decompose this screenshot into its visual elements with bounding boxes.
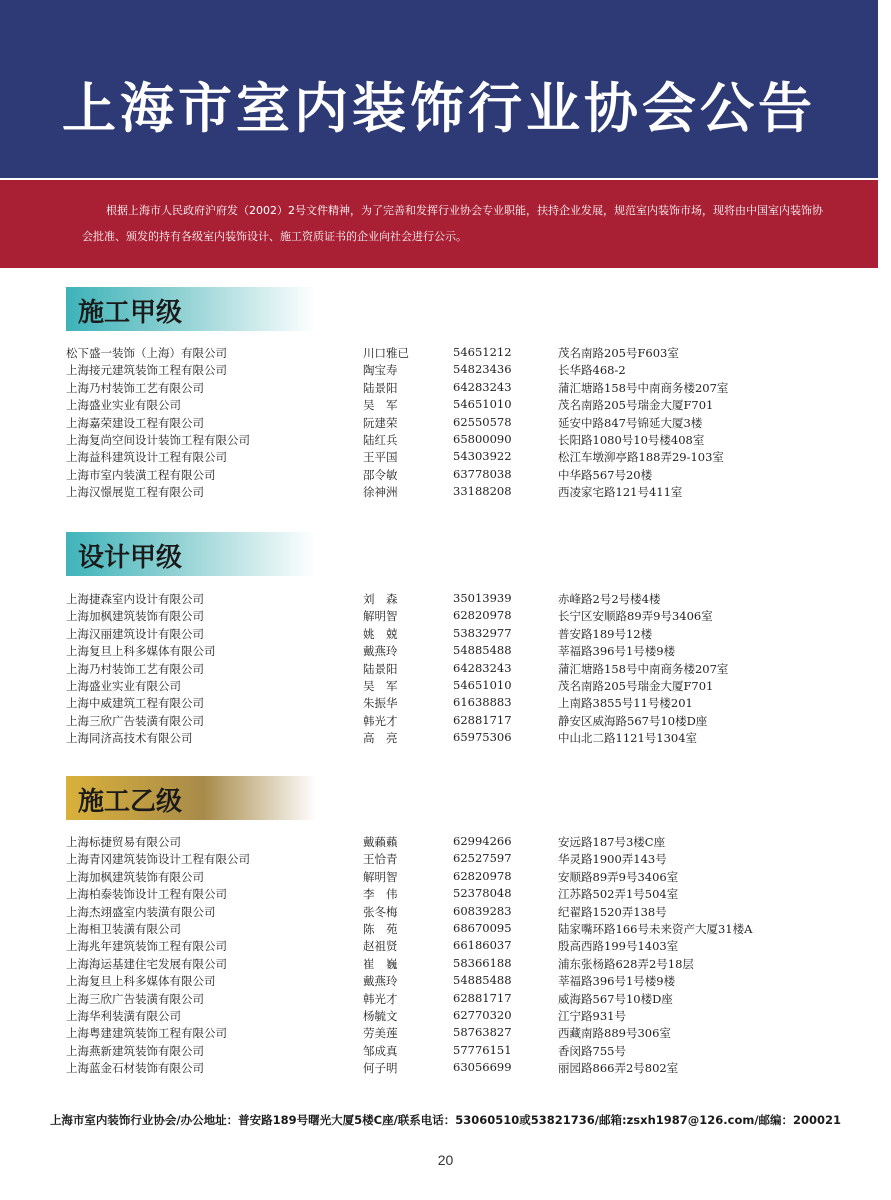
company-name: 上海相卫装潢有限公司 <box>66 921 181 936</box>
address: 丽园路866弄2号802室 <box>558 1061 679 1076</box>
phone-number: 63778038 <box>453 466 512 481</box>
phone-number: 65800090 <box>453 431 512 446</box>
list-item <box>0 834 891 851</box>
phone-number: 35013939 <box>453 591 512 605</box>
phone-number: 62881717 <box>453 712 512 727</box>
company-name: 上海嘉荣建设工程有限公司 <box>66 415 204 430</box>
address: 静安区威海路567号10楼D座 <box>558 713 708 728</box>
address: 江苏路502弄1号504室 <box>558 887 679 902</box>
list-item <box>0 626 891 643</box>
contact-person: 赵祖贤 <box>363 939 398 954</box>
list-item <box>0 467 891 484</box>
address: 陆家嘴环路166号未来资产大厦31楼A <box>558 921 753 936</box>
contact-person: 朱振华 <box>363 696 398 711</box>
company-list-construction-b <box>0 834 891 1077</box>
company-name: 上海同济高技术有限公司 <box>66 731 193 746</box>
company-list-design-a <box>0 591 891 748</box>
list-item <box>0 695 891 712</box>
list-item <box>0 362 891 379</box>
contact-person: 王恰青 <box>363 852 398 867</box>
company-name: 上海柏泰装饰设计工程有限公司 <box>66 887 227 902</box>
phone-number: 54651212 <box>453 345 512 359</box>
phone-number: 66186037 <box>453 938 512 953</box>
list-item <box>0 449 891 466</box>
list-item <box>0 380 891 397</box>
phone-number: 54823436 <box>453 362 512 377</box>
company-name: 上海华利装潢有限公司 <box>66 1008 181 1023</box>
address: 长华路468-2 <box>558 363 626 378</box>
address: 殷高西路199号1403室 <box>558 939 679 954</box>
list-item <box>0 973 891 990</box>
address: 茂名南路205号瑞金大厦F701 <box>558 678 714 693</box>
contact-person: 劳美莲 <box>363 1026 398 1041</box>
page-number: 20 <box>437 1152 454 1168</box>
company-name: 上海复尚空间设计装饰工程有限公司 <box>66 432 250 447</box>
company-name: 松下盛一装饰（上海）有限公司 <box>66 346 227 360</box>
contact-person: 王平国 <box>363 450 398 465</box>
list-item <box>0 991 891 1008</box>
section-title: 施工乙级 <box>78 787 183 817</box>
contact-person: 陆景阳 <box>363 380 398 395</box>
contact-person: 邹成真 <box>363 1043 398 1058</box>
address: 江宁路931号 <box>558 1008 626 1023</box>
company-name: 上海中威建筑工程有限公司 <box>66 696 204 711</box>
company-name: 上海兆年建筑装饰工程有限公司 <box>66 939 227 954</box>
address: 茂名南路205号瑞金大厦F701 <box>558 398 714 413</box>
list-item <box>0 713 891 730</box>
section-header-construction-b <box>66 776 316 820</box>
contact-person: 阮建荣 <box>363 415 398 430</box>
intro-text: 根据上海市人民政府沪府发（2002）2号文件精神，为了完善和发挥行业协会专业职能，扶持企业发展，规范室内装饰市场，现将由中国室内装饰协会批准、颁发的持有各级室内装饰设计、施工资质证书的企业向社会进行公示。 <box>82 204 823 243</box>
list-item <box>0 938 891 955</box>
phone-number: 61638883 <box>453 695 512 710</box>
address: 普安路189号12楼 <box>558 626 653 641</box>
address: 中华路567号20楼 <box>558 467 653 482</box>
list-item <box>0 921 891 938</box>
phone-number: 65975306 <box>453 730 512 745</box>
phone-number: 68670095 <box>453 920 512 935</box>
list-item <box>0 851 891 868</box>
phone-number: 58366188 <box>453 955 512 970</box>
phone-number: 62881717 <box>453 990 512 1005</box>
company-name: 上海海运基建住宅发展有限公司 <box>66 956 227 971</box>
section-header-design-a <box>66 532 316 576</box>
contact-person: 李 伟 <box>363 887 398 902</box>
list-item <box>0 956 891 973</box>
phone-number: 62994266 <box>453 834 512 848</box>
list-item <box>0 415 891 432</box>
list-item <box>0 730 891 747</box>
phone-number: 62770320 <box>453 1007 512 1022</box>
address: 长宁区安顺路89弄9号3406室 <box>558 609 713 624</box>
phone-number: 64283243 <box>453 660 512 675</box>
contact-person: 川口雅已 <box>363 346 409 360</box>
company-name: 上海乃村装饰工艺有限公司 <box>66 661 204 676</box>
company-name: 上海复旦上科多媒体有限公司 <box>66 974 216 989</box>
contact-person: 刘 森 <box>363 592 398 606</box>
address: 延安中路847号锦延大厦3楼 <box>558 415 703 430</box>
phone-number: 53832977 <box>453 625 512 640</box>
phone-number: 60839283 <box>453 903 512 918</box>
contact-person: 吴 军 <box>363 398 398 413</box>
company-name: 上海加枫建筑装饰有限公司 <box>66 609 204 624</box>
contact-person: 何子明 <box>363 1061 398 1076</box>
list-item <box>0 591 891 608</box>
phone-number: 54885488 <box>453 973 512 988</box>
list-item <box>0 1008 891 1025</box>
list-item <box>0 1043 891 1060</box>
address: 中山北二路1121号1304室 <box>558 731 698 746</box>
list-item <box>0 904 891 921</box>
phone-number: 62820978 <box>453 608 512 623</box>
address: 赤峰路2号2号楼4楼 <box>558 592 661 606</box>
list-item <box>0 1060 891 1077</box>
company-name: 上海青冈建筑装饰设计工程有限公司 <box>66 852 250 867</box>
section-header-construction-a <box>66 287 316 331</box>
company-name: 上海盛业实业有限公司 <box>66 678 181 693</box>
phone-number: 54651010 <box>453 677 512 692</box>
contact-person: 解明智 <box>363 609 398 624</box>
company-name: 上海复旦上科多媒体有限公司 <box>66 644 216 659</box>
address: 茂名南路205号F603室 <box>558 346 679 360</box>
contact-person: 姚 兢 <box>363 626 398 641</box>
address: 莘福路396号1号楼9楼 <box>558 644 676 659</box>
contact-person: 陈 苑 <box>363 921 398 936</box>
company-name: 上海益科建筑设计工程有限公司 <box>66 450 227 465</box>
address: 安顺路89弄9号3406室 <box>558 869 679 884</box>
company-list-construction-a <box>0 345 891 502</box>
list-item <box>0 678 891 695</box>
phone-number: 62820978 <box>453 868 512 883</box>
company-name: 上海三欣广告装潢有限公司 <box>66 991 204 1006</box>
address: 蒲汇塘路158号中南商务楼207室 <box>558 380 729 395</box>
phone-number: 54303922 <box>453 449 512 464</box>
address: 蒲汇塘路158号中南商务楼207室 <box>558 661 729 676</box>
address: 威海路567号10楼D座 <box>558 991 673 1006</box>
page-title: 上海市室内装饰行业协会公告 <box>62 77 816 140</box>
contact-person: 高 亮 <box>363 731 398 746</box>
contact-person: 杨毓文 <box>363 1008 398 1023</box>
contact-person: 韩光才 <box>363 991 398 1006</box>
contact-person: 戴藾藾 <box>363 835 398 849</box>
address: 松江车墩泖亭路188弄29-103室 <box>558 450 724 465</box>
section-title: 设计甲级 <box>78 543 183 573</box>
list-item <box>0 432 891 449</box>
company-name: 上海燕新建筑装饰有限公司 <box>66 1043 204 1058</box>
company-name: 上海盛业实业有限公司 <box>66 398 181 413</box>
phone-number: 52378048 <box>453 886 512 901</box>
phone-number: 64283243 <box>453 379 512 394</box>
address: 香闵路755号 <box>558 1043 626 1058</box>
contact-person: 张冬梅 <box>363 904 398 919</box>
company-name: 上海接元建筑装饰工程有限公司 <box>66 363 227 378</box>
address: 浦东张杨路628弄2号18层 <box>558 956 694 971</box>
list-item <box>0 608 891 625</box>
phone-number: 58763827 <box>453 1025 512 1040</box>
address: 长阳路1080号10号楼408室 <box>558 432 705 447</box>
address: 西凌家宅路121号411室 <box>558 485 683 500</box>
contact-person: 戴燕玲 <box>363 644 398 659</box>
list-item <box>0 345 891 362</box>
company-name: 上海加枫建筑装饰有限公司 <box>66 869 204 884</box>
contact-person: 徐神洲 <box>363 485 398 500</box>
list-item <box>0 397 891 414</box>
phone-number: 33188208 <box>453 484 512 499</box>
phone-number: 54651010 <box>453 397 512 412</box>
list-item <box>0 869 891 886</box>
phone-number: 57776151 <box>453 1042 512 1057</box>
contact-person: 韩光才 <box>363 713 398 728</box>
section-title: 施工甲级 <box>78 298 183 328</box>
address: 上南路3855号11号楼201 <box>558 696 693 711</box>
company-name: 上海蓝金石材装饰有限公司 <box>66 1061 204 1076</box>
phone-number: 63056699 <box>453 1060 512 1075</box>
contact-person: 陆景阳 <box>363 661 398 676</box>
company-name: 上海杰翊盛室内装潢有限公司 <box>66 904 216 919</box>
contact-person: 邵令敏 <box>363 467 398 482</box>
company-name: 上海粤建建筑装饰工程有限公司 <box>66 1026 227 1041</box>
company-name: 上海汉丽建筑设计有限公司 <box>66 626 204 641</box>
address: 安远路187号3楼C座 <box>558 835 666 849</box>
contact-person: 戴燕玲 <box>363 974 398 989</box>
contact-person: 吴 军 <box>363 678 398 693</box>
phone-number: 62550578 <box>453 414 512 429</box>
contact-person: 解明智 <box>363 869 398 884</box>
header-banner <box>0 0 878 178</box>
company-name: 上海三欣广告装潢有限公司 <box>66 713 204 728</box>
company-name: 上海市室内装潢工程有限公司 <box>66 467 216 482</box>
list-item <box>0 643 891 660</box>
phone-number: 54885488 <box>453 643 512 658</box>
company-name: 上海汉憬展览工程有限公司 <box>66 485 204 500</box>
contact-person: 陶宝寿 <box>363 363 398 378</box>
list-item <box>0 484 891 501</box>
address: 西藏南路889号306室 <box>558 1026 671 1041</box>
address: 纪翟路1520弄138号 <box>558 904 667 919</box>
address: 华灵路1900弄143号 <box>558 852 667 867</box>
company-name: 上海捷森室内设计有限公司 <box>66 592 204 606</box>
footer-contact: 上海市室内装饰行业协会/办公地址：普安路189号曙光大厦5楼C座/联系电话：53060510或53821736/邮箱:zsxh1987@126.com/邮编：200021 <box>49 1113 842 1127</box>
list-item <box>0 661 891 678</box>
contact-person: 崔 巍 <box>363 956 398 971</box>
contact-person: 陆红兵 <box>363 432 398 447</box>
company-name: 上海乃村装饰工艺有限公司 <box>66 380 204 395</box>
company-name: 上海标捷贸易有限公司 <box>66 835 181 849</box>
list-item <box>0 886 891 903</box>
phone-number: 62527597 <box>453 851 512 866</box>
list-item <box>0 1025 891 1042</box>
address: 莘福路396号1号楼9楼 <box>558 974 676 989</box>
